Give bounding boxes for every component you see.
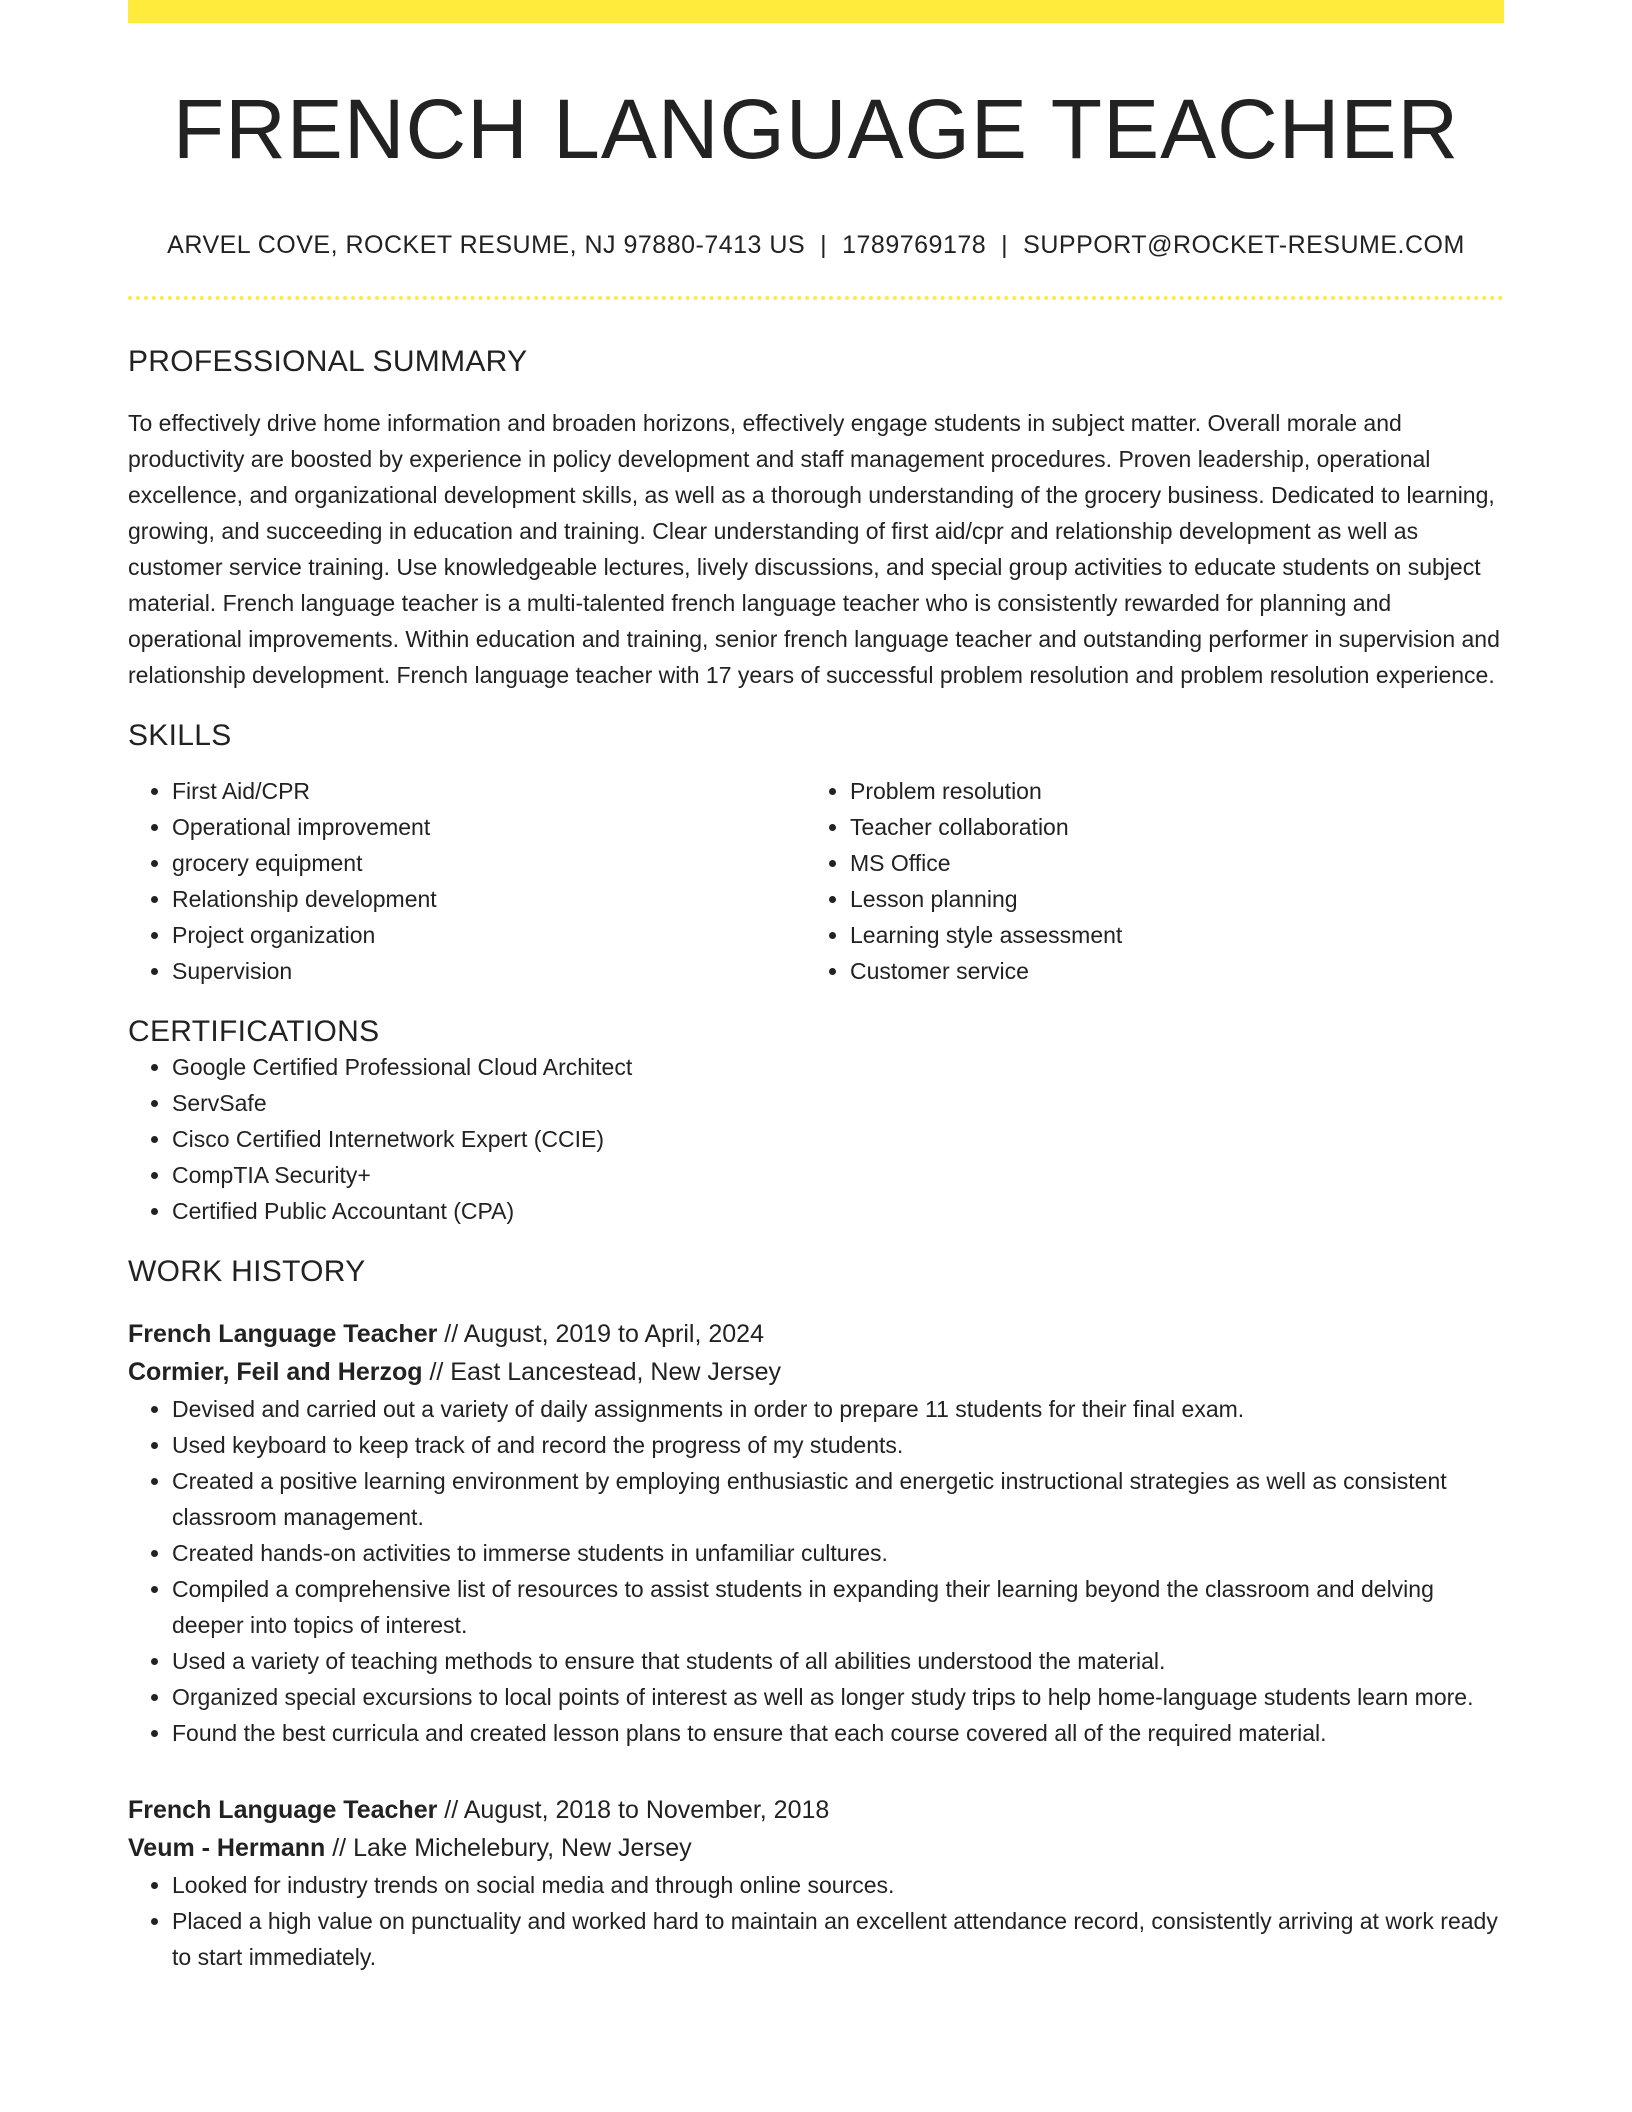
job-bullet: • Devised and carried out a variety of daily assignments in order to prepare 11 students for their final exam. bbox=[172, 1391, 1504, 1427]
job-bullet: • Looked for industry trends on social media and through online sources. bbox=[172, 1867, 1504, 1903]
skill-item: • Problem resolution bbox=[850, 773, 1484, 809]
certifications-list bbox=[128, 1049, 1504, 1229]
job-bullet: • Placed a high value on punctuality and worked hard to maintain an excellent attendance record, consistently arriving at work ready to start immediately. bbox=[172, 1903, 1504, 1975]
job-bullets bbox=[128, 1391, 1504, 1751]
job-company: Cormier, Feil and Herzog bbox=[128, 1358, 423, 1387]
contact-address: ARVEL COVE, ROCKET RESUME, NJ 97880-7413 US bbox=[167, 231, 806, 260]
job-bullet: • Found the best curricula and created lesson plans to ensure that each course covered all of the required material. bbox=[172, 1715, 1504, 1751]
top-accent-bar bbox=[128, 0, 1504, 23]
skills-heading: SKILLS bbox=[128, 719, 232, 753]
certification-item: • Cisco Certified Internetwork Expert (CCIE) bbox=[172, 1121, 1504, 1157]
job-bullet: • Used keyboard to keep track of and record the progress of my students. bbox=[172, 1427, 1504, 1463]
skill-item: • Project organization bbox=[172, 917, 806, 953]
job-entry bbox=[128, 1315, 1504, 1751]
certification-item: • CompTIA Security+ bbox=[172, 1157, 1504, 1193]
skills-list-left bbox=[128, 773, 806, 989]
work-history-heading: WORK HISTORY bbox=[128, 1255, 366, 1289]
job-dates: // August, 2018 to November, 2018 bbox=[437, 1796, 830, 1825]
job-bullet: • Organized special excursions to local points of interest as well as longer study trips to help home-language students learn more. bbox=[172, 1679, 1504, 1715]
skill-item: • grocery equipment bbox=[172, 845, 806, 881]
skill-item: • Learning style assessment bbox=[850, 917, 1484, 953]
contact-separator: | bbox=[820, 231, 828, 260]
certification-item: • Certified Public Accountant (CPA) bbox=[172, 1193, 1504, 1229]
summary-heading: PROFESSIONAL SUMMARY bbox=[128, 345, 528, 379]
skill-item: • Relationship development bbox=[172, 881, 806, 917]
certifications-heading: CERTIFICATIONS bbox=[128, 1015, 380, 1049]
job-entry bbox=[128, 1791, 1504, 1975]
job-bullet: • Used a variety of teaching methods to ensure that students of all abilities understood the material. bbox=[172, 1643, 1504, 1679]
job-title-line bbox=[128, 1315, 1504, 1353]
contact-line bbox=[128, 231, 1504, 260]
dotted-divider bbox=[128, 296, 1504, 300]
certification-item: • ServSafe bbox=[172, 1085, 1504, 1121]
skill-item: • Lesson planning bbox=[850, 881, 1484, 917]
contact-separator: | bbox=[1001, 231, 1009, 260]
skill-item: • First Aid/CPR bbox=[172, 773, 806, 809]
skills-column-right bbox=[806, 773, 1484, 989]
certification-item: • Google Certified Professional Cloud Architect bbox=[172, 1049, 1504, 1085]
contact-phone: 1789769178 bbox=[842, 231, 987, 260]
job-location: // East Lancestead, New Jersey bbox=[422, 1358, 782, 1387]
job-bullets bbox=[128, 1867, 1504, 1975]
skill-item: • Teacher collaboration bbox=[850, 809, 1484, 845]
job-bullet: • Compiled a comprehensive list of resources to assist students in expanding their learning beyond the classroom and delving deeper into topics of interest. bbox=[172, 1571, 1504, 1643]
skill-item: • Supervision bbox=[172, 953, 806, 989]
skills-column-left bbox=[128, 773, 806, 989]
contact-email: SUPPORT@ROCKET-RESUME.COM bbox=[1023, 231, 1465, 260]
job-dates: // August, 2019 to April, 2024 bbox=[437, 1320, 764, 1349]
skills-list-right bbox=[806, 773, 1484, 989]
skills-columns bbox=[128, 773, 1504, 989]
job-company-line bbox=[128, 1829, 1504, 1867]
job-bullet: • Created hands-on activities to immerse students in unfamiliar cultures. bbox=[172, 1535, 1504, 1571]
skill-item: • Customer service bbox=[850, 953, 1484, 989]
job-title-line bbox=[128, 1791, 1504, 1829]
resume-page bbox=[128, 0, 1504, 1975]
job-company: Veum - Hermann bbox=[128, 1834, 326, 1863]
skill-item: • Operational improvement bbox=[172, 809, 806, 845]
skill-item: • MS Office bbox=[850, 845, 1484, 881]
job-title: French Language Teacher bbox=[128, 1796, 438, 1825]
job-company-line bbox=[128, 1353, 1504, 1391]
job-location: // Lake Michelebury, New Jersey bbox=[325, 1834, 692, 1863]
summary-text: To effectively drive home information and broaden horizons, effectively engage students in subject matter. Overall morale and productivity are boosted by experience in policy development and staff management procedures. Proven leadership, operational excellence, and organizational development skills, as well as a thorough understanding of the grocery business. Dedicated to learning, growing, and succeeding in education and training. Clear understanding of first aid/cpr and relationship development as well as customer service training. Use knowledgeable lectures, lively discussions, and special group activities to educate students on subject material. French language teacher is a multi-talented french language teacher who is consistently rewarded for planning and operational improvements. Within education and training, senior french language teacher and outstanding performer in supervision and relationship development. French language teacher with 17 years of successful problem resolution and problem resolution experience. bbox=[128, 410, 1500, 689]
job-title: French Language Teacher bbox=[128, 1320, 438, 1349]
page-title: FRENCH LANGUAGE TEACHER bbox=[172, 82, 1460, 176]
job-bullet: • Created a positive learning environment by employing enthusiastic and energetic instructional strategies as well as consistent classroom management. bbox=[172, 1463, 1504, 1535]
